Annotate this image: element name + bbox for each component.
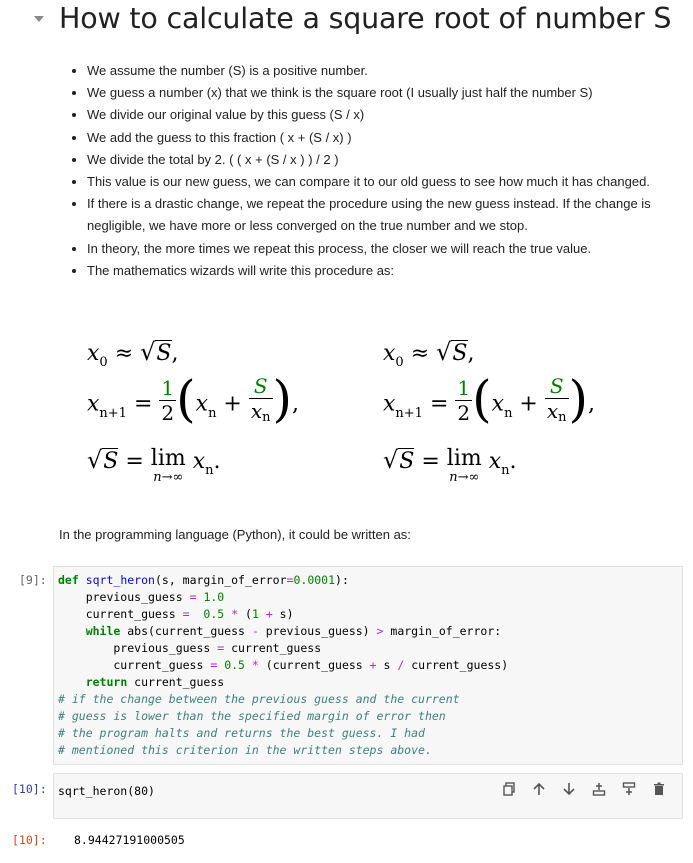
move-up-icon[interactable]	[528, 780, 550, 798]
list-item: • We add the guess to this fraction ( x + (S / x) )	[87, 127, 662, 149]
move-down-icon[interactable]	[558, 780, 580, 798]
output-prompt: [10]:	[12, 833, 47, 847]
list-item: • We assume the number (S) is a positive number.	[87, 60, 662, 82]
list-item: • We divide our original value by this guess (S / x)	[87, 104, 662, 126]
cell-prompt: [9]:	[19, 573, 47, 587]
list-item: • In theory, the more times we repeat this process, the closer we will reach the true value.	[87, 238, 662, 260]
insert-below-icon[interactable]	[618, 780, 640, 798]
insert-above-icon[interactable]	[588, 780, 610, 798]
collapse-icon[interactable]	[34, 16, 44, 22]
copy-icon[interactable]	[498, 780, 520, 798]
active-code-cell[interactable]	[53, 773, 683, 819]
code-editor[interactable]: sqrt_heron(80)	[58, 784, 155, 798]
cell-prompt: [10]:	[12, 782, 47, 796]
page-title: How to calculate a square root of number S	[59, 2, 672, 35]
list-item: • We divide the total by 2. ( ( x + (S / x ) ) / 2 )	[87, 149, 662, 171]
list-item: • If there is a drastic change, we repeat the procedure using the new guess instead. If the change is negligible, we have more or less converged on the true number and we stop.	[87, 193, 662, 237]
list-item: • The mathematics wizards will write this procedure as:	[87, 260, 662, 282]
procedure-list	[67, 60, 662, 282]
prose-text: In the programming language (Python), it could be written as:	[59, 527, 411, 542]
code-cell[interactable]	[53, 566, 683, 765]
cell-toolbar	[498, 780, 670, 798]
list-item: • This value is our new guess, we can compare it to our old guess to see how much it has changed.	[87, 171, 662, 193]
code-editor[interactable]: def sqrt_heron(s, margin_of_error=0.0001): previous_guess = 1.0 current_guess = 0.5 * (1 + s) while abs(current_guess - previous_guess) > margin_of_error: previous_guess = current_guess current_guess = 0.5 * (current_guess + s / current_guess) return current_guess # if the change between the previous guess and the current # guess is lower than the specified margin of error then # the program halts and returns the best guess. I had # mentioned this criterion in the written steps above.	[58, 573, 509, 757]
delete-icon[interactable]	[648, 780, 670, 798]
list-item: • We guess a number (x) that we think is the square root (I usually just half the number S)	[87, 82, 662, 104]
cell-output: 8.94427191000505	[74, 833, 185, 847]
